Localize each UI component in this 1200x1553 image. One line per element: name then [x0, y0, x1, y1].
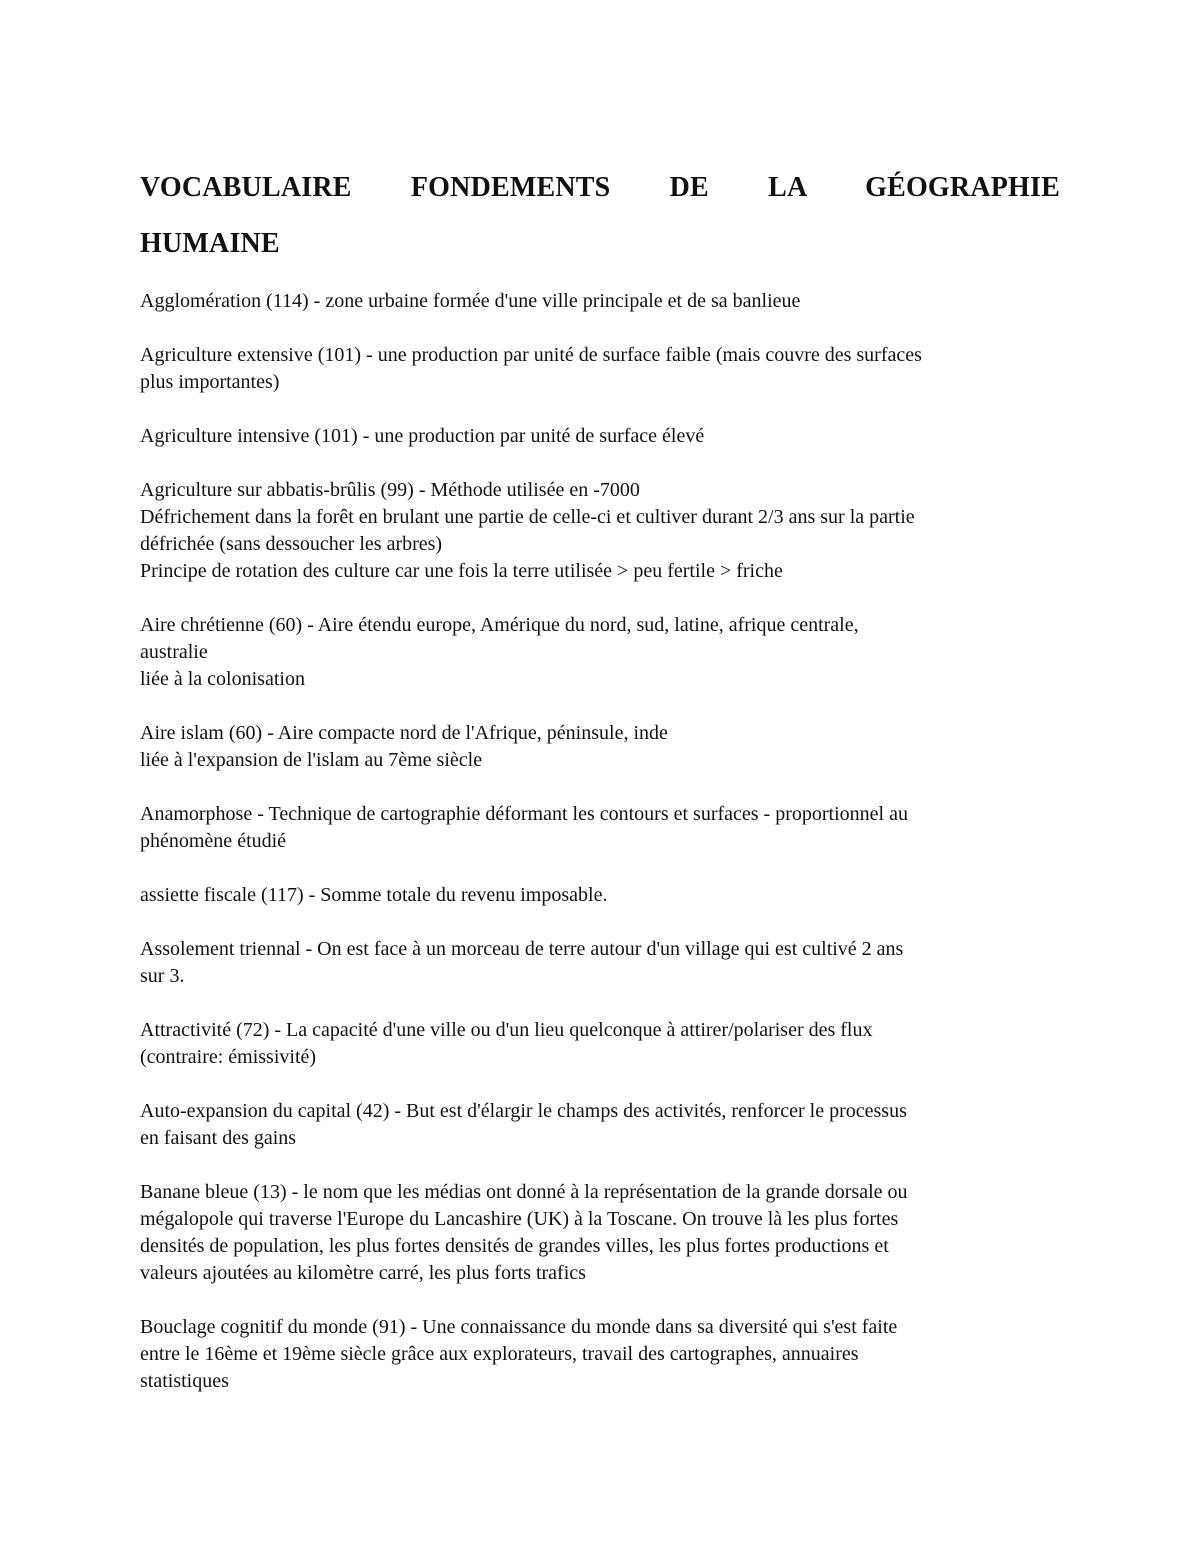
glossary-entry-line: entre le 16ème et 19ème siècle grâce aux explorateurs, travail des cartographes, annuaires [140, 1343, 859, 1365]
glossary-entry [140, 801, 1060, 855]
glossary-entry-line: en faisant des gains [140, 1127, 297, 1149]
glossary-entry-line: Agriculture extensive (101) - une production par unité de surface faible (mais couvre des surfaces [140, 344, 922, 366]
glossary-entry-line: Aire chrétienne (60) - Aire étendu europe, Amérique du nord, sud, latine, afrique centrale, [140, 614, 859, 636]
glossary-entry [140, 342, 1060, 396]
glossary-entry-line: australie [140, 641, 208, 663]
glossary-entry-line: assiette fiscale (117) - Somme totale du revenu imposable. [140, 884, 608, 906]
glossary-entry-line: Principe de rotation des culture car une fois la terre utilisée > peu fertile > friche [140, 560, 783, 582]
glossary-entry [140, 1179, 1060, 1287]
glossary-entry [140, 1017, 1060, 1071]
glossary-entry-line: phénomène étudié [140, 830, 287, 852]
glossary-entry [140, 477, 1060, 585]
glossary-entry-line: Agriculture intensive (101) - une production par unité de surface élevé [140, 425, 705, 447]
glossary-entry-line: Bouclage cognitif du monde (91) - Une connaissance du monde dans sa diversité qui s'est faite [140, 1316, 898, 1338]
glossary-list [140, 288, 1060, 1395]
glossary-entry-line: statistiques [140, 1370, 229, 1392]
glossary-entry [140, 936, 1060, 990]
document-page [140, 160, 1060, 1422]
glossary-entry-line: Attractivité (72) - La capacité d'une ville ou d'un lieu quelconque à attirer/polariser des flux [140, 1019, 873, 1041]
glossary-entry-line: sur 3. [140, 965, 185, 987]
glossary-entry [140, 1098, 1060, 1152]
glossary-entry [140, 612, 1060, 693]
glossary-entry-line: mégalopole qui traverse l'Europe du Lancashire (UK) à la Toscane. On trouve là les plus fortes [140, 1208, 899, 1230]
glossary-entry-line: liée à l'expansion de l'islam au 7ème siècle [140, 749, 483, 771]
glossary-entry-line: (contraire: émissivité) [140, 1046, 317, 1068]
glossary-entry-line: Assolement triennal - On est face à un morceau de terre autour d'un village qui est cultivé 2 ans [140, 938, 904, 960]
glossary-entry [140, 1314, 1060, 1395]
glossary-entry-line: Aire islam (60) - Aire compacte nord de l'Afrique, péninsule, inde [140, 722, 668, 744]
glossary-entry [140, 882, 1060, 909]
glossary-entry-line: Agriculture sur abbatis-brûlis (99) - Méthode utilisée en -7000 [140, 479, 640, 501]
glossary-entry [140, 423, 1060, 450]
document-title [140, 160, 1060, 272]
glossary-entry [140, 288, 1060, 315]
glossary-entry-line: liée à la colonisation [140, 668, 305, 690]
glossary-entry [140, 720, 1060, 774]
glossary-entry-line: plus importantes) [140, 371, 280, 393]
glossary-entry-line: Défrichement dans la forêt en brulant une partie de celle-ci et cultiver durant 2/3 ans sur la partie [140, 506, 915, 528]
document-title-line-1: VOCABULAIRE FONDEMENTS DE LA GÉOGRAPHIE [140, 172, 1060, 203]
glossary-entry-line: Agglomération (114) - zone urbaine formée d'une ville principale et de sa banlieue [140, 290, 801, 312]
document-title-line-2: HUMAINE [140, 228, 280, 259]
glossary-entry-line: Auto-expansion du capital (42) - But est d'élargir le champs des activités, renforcer le processus [140, 1100, 907, 1122]
glossary-entry-line: Banane bleue (13) - le nom que les médias ont donné à la représentation de la grande dorsale ou [140, 1181, 908, 1203]
glossary-entry-line: valeurs ajoutées au kilomètre carré, les plus forts trafics [140, 1262, 586, 1284]
glossary-entry-line: défrichée (sans dessoucher les arbres) [140, 533, 443, 555]
glossary-entry-line: densités de population, les plus fortes densités de grandes villes, les plus fortes productions et [140, 1235, 889, 1257]
glossary-entry-line: Anamorphose - Technique de cartographie déformant les contours et surfaces - proportionnel au [140, 803, 908, 825]
